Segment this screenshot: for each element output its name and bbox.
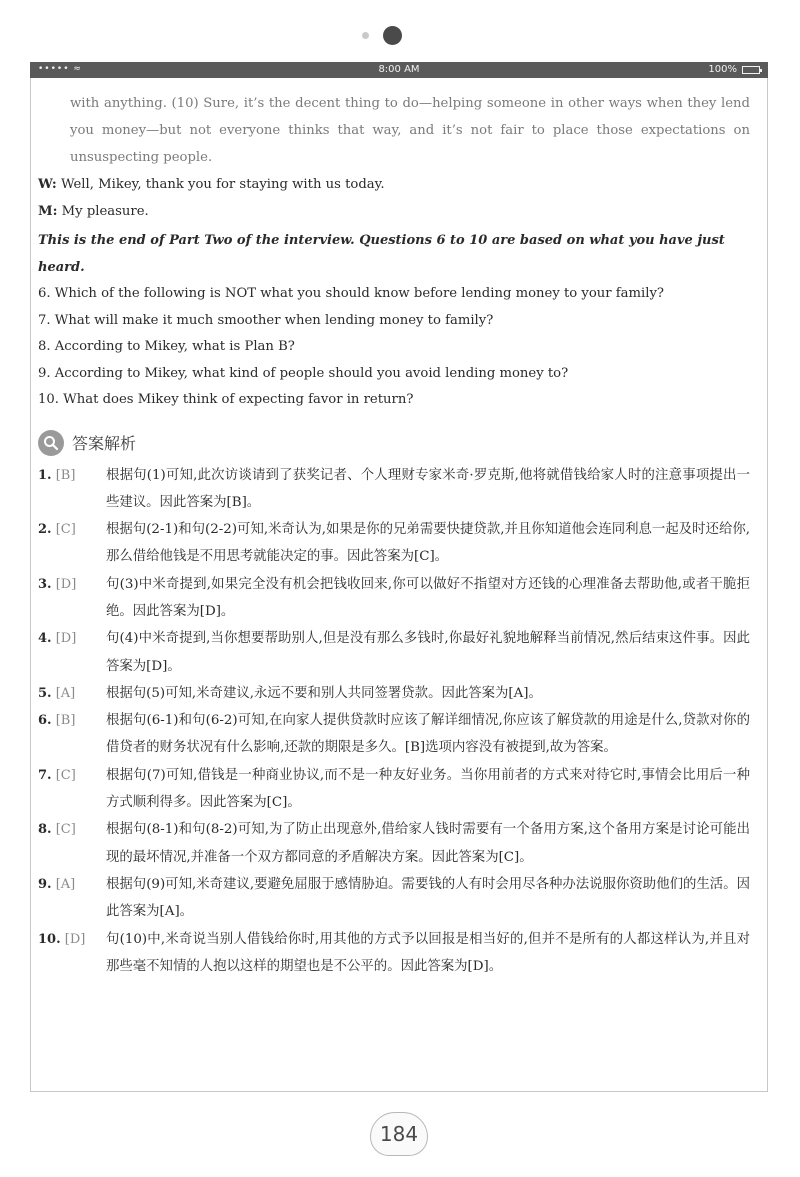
answer-item: 8. [C] 根据句(8-1)和句(8-2)可知,为了防止出现意外,借给家人钱时需要有一个备用方案,这个备用方案是讨论可能出现的最坏情况,并准备一个双方都同意的矛盾解决方案。因此答案为[C]。 <box>38 816 750 871</box>
question-list <box>38 281 750 414</box>
search-icon <box>38 430 64 456</box>
answer-explanation: 句(10)中,米奇说当别人借钱给你时,用其他的方式予以回报是相当好的,但并不是所有的人都这样认为,并且对那些毫不知情的人抱以这样的期望也是不公平的。因此答案为[D]。 <box>106 931 750 974</box>
section-title: 答案解析 <box>72 434 137 453</box>
question-item: 7. What will make it much smoother when lending money to family? <box>38 312 494 328</box>
answer-explanation: 根据句(2-1)和句(2-2)可知,米奇认为,如果是你的兄弟需要快捷贷款,并且你知道他会连同利息一起及时还给你,那么借给他钱是不用思考就能决定的事。因此答案为[C]。 <box>106 522 750 565</box>
dialogue-list <box>38 171 750 225</box>
dialogue-continuation: with anything. (10) Sure, it’s the decent thing to do—helping someone in other ways when they lend you money—but not everyone thinks that way, and it’s not fair to place those expectations on unsuspecting people. <box>70 96 750 165</box>
page-content <box>38 90 750 980</box>
answer-explanation: 句(4)中米奇提到,当你想要帮助别人,但是没有那么多钱时,你最好礼貌地解释当前情况,然后结束这件事。因此答案为[D]。 <box>106 631 750 674</box>
answer-item: 4. [D] 句(4)中米奇提到,当你想要帮助别人,但是没有那么多钱时,你最好礼貌地解释当前情况,然后结束这件事。因此答案为[D]。 <box>38 625 750 680</box>
answer-explanation: 句(3)中米奇提到,如果完全没有机会把钱收回来,你可以做好不指望对方还钱的心理准备去帮助他,或者干脆拒绝。因此答案为[D]。 <box>106 576 750 619</box>
camera-lens <box>383 26 402 45</box>
answer-item: 2. [C] 根据句(2-1)和句(2-2)可知,米奇认为,如果是你的兄弟需要快捷贷款,并且你知道他会连同利息一起及时还给你,那么借给他钱是不用思考就能决定的事。因此答案为[C]。 <box>38 516 750 571</box>
question-item: 8. According to Mikey, what is Plan B? <box>38 339 295 354</box>
answer-item: 10. [D] 句(10)中,米奇说当别人借钱给你时,用其他的方式予以回报是相当好的,但并不是所有的人都这样认为,并且对那些毫不知情的人抱以这样的期望也是不公平的。因此答案为[D]。 <box>38 926 750 981</box>
camera-dots <box>0 25 800 49</box>
answer-item: 5. [A] 根据句(5)可知,米奇建议,永远不要和别人共同签署贷款。因此答案为[A]。 <box>38 680 750 707</box>
sensor-dot <box>362 32 369 39</box>
answer-explanation: 根据句(1)可知,此次访谈请到了获奖记者、个人理财专家米奇·罗克斯,他将就借钱给家人时的注意事项提出一些建议。因此答案为[B]。 <box>106 467 750 510</box>
answer-item: 7. [C] 根据句(7)可知,借钱是一种商业协议,而不是一种友好业务。当你用前者的方式来对待它时,事情会比用后一种方式顺利得多。因此答案为[C]。 <box>38 762 750 817</box>
answer-item: 1. [B] 根据句(1)可知,此次访谈请到了获奖记者、个人理财专家米奇·罗克斯,他将就借钱给家人时的注意事项提出一些建议。因此答案为[B]。 <box>38 462 750 517</box>
battery-percent: 100% <box>708 64 737 75</box>
answer-explanation: 根据句(6-1)和句(6-2)可知,在向家人提供贷款时应该了解详细情况,你应该了解贷款的用途是什么,贷款对你的借贷者的财务状况有什么影响,还款的期限是多久。[B]选项内容没有被提到,故为答案。 <box>106 713 750 756</box>
status-bar <box>30 62 768 78</box>
question-item: 6. Which of the following is NOT what you should know before lending money to your family? <box>38 286 664 301</box>
part-end-note: This is the end of Part Two of the interview. Questions 6 to 10 are based on what you have just heard. <box>38 233 725 275</box>
answer-section-header <box>38 428 750 458</box>
answer-item: 9. [A] 根据句(9)可知,米奇建议,要避免屈服于感情胁迫。需要钱的人有时会用尽各种办法说服你资助他们的生活。因此答案为[A]。 <box>38 871 750 926</box>
question-item: 9. According to Mikey, what kind of people should you avoid lending money to? <box>38 365 569 381</box>
answer-item: 3. [D] 句(3)中米奇提到,如果完全没有机会把钱收回来,你可以做好不指望对方还钱的心理准备去帮助他,或者干脆拒绝。因此答案为[D]。 <box>38 571 750 626</box>
answer-explanation: 根据句(8-1)和句(8-2)可知,为了防止出现意外,借给家人钱时需要有一个备用方案,这个备用方案是讨论可能出现的最坏情况,并准备一个双方都同意的矛盾解决方案。因此答案为[C]。 <box>106 822 750 865</box>
page-number: 184 <box>370 1112 428 1156</box>
status-time: 8:00 AM <box>378 64 420 75</box>
answer-explanation: 根据句(9)可知,米奇建议,要避免屈服于感情胁迫。需要钱的人有时会用尽各种办法说服你资助他们的生活。因此答案为[A]。 <box>106 876 750 920</box>
answer-explanation: 根据句(5)可知,米奇建议,永远不要和别人共同签署贷款。因此答案为[A]。 <box>106 685 542 701</box>
battery-icon <box>742 66 760 74</box>
answer-item: 6. [B] 根据句(6-1)和句(6-2)可知,在向家人提供贷款时应该了解详细情况,你应该了解贷款的用途是什么,贷款对你的借贷者的财务状况有什么影响,还款的期限是多久。[B]选项内容没有被提到,故为答案。 <box>38 707 750 762</box>
dialogue-line: M: My pleasure. <box>38 204 149 219</box>
answer-explanation: 根据句(7)可知,借钱是一种商业协议,而不是一种友好业务。当你用前者的方式来对待它时,事情会比用后一种方式顺利得多。因此答案为[C]。 <box>106 767 750 811</box>
signal-indicator: ••••• ≈ <box>38 64 82 74</box>
question-item: 10. What does Mikey think of expecting favor in return? <box>38 392 414 407</box>
answer-list <box>38 462 750 981</box>
dialogue-line: W: Well, Mikey, thank you for staying with us today. <box>38 177 385 192</box>
battery-status <box>708 64 760 75</box>
